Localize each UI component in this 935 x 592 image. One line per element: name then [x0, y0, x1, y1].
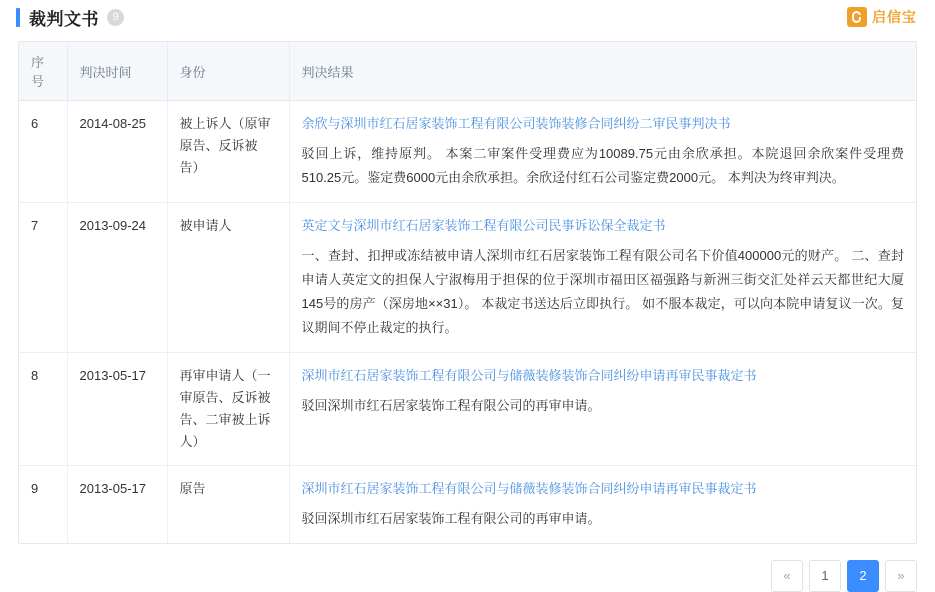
document-summary: 驳回上诉，维持原判。 本案二审案件受理费应为10089.75元由余欣承担。本院退回余欣案件受理费510.25元。鉴定费6000元由余欣承担。余欣迳付红石公司鉴定费2000元。 本判决为终审判决。 [301, 146, 904, 185]
column-header-role: 身份 [167, 42, 289, 101]
table-row [19, 466, 916, 544]
pagination-prev-button[interactable]: « [771, 560, 803, 592]
table-header-row [19, 42, 916, 101]
panel-header [0, 0, 935, 34]
documents-table [19, 42, 916, 543]
cell-seq: 7 [19, 203, 67, 353]
cell-date: 2013-05-17 [67, 466, 167, 544]
cell-date: 2014-08-25 [67, 101, 167, 203]
document-title-link[interactable]: 余欣与深圳市红石居家装饰工程有限公司装饰装修合同纠纷二审民事判决书 [301, 116, 731, 131]
title-accent-bar [16, 8, 20, 27]
pagination-page-2[interactable]: 2 [847, 560, 879, 592]
cell-result [289, 203, 916, 353]
column-header-seq: 序号 [19, 42, 67, 101]
cell-result [289, 101, 916, 203]
cell-result [289, 466, 916, 544]
table-row [19, 203, 916, 353]
cell-result [289, 353, 916, 466]
table-header [19, 42, 916, 101]
cell-seq: 9 [19, 466, 67, 544]
page-title: 裁判文书 [29, 9, 99, 29]
document-title-link[interactable]: 英定文与深圳市红石居家装饰工程有限公司民事诉讼保全裁定书 [301, 218, 666, 233]
document-title-link[interactable]: 深圳市红石居家装饰工程有限公司与储薇装修装饰合同纠纷申请再审民事裁定书 [301, 368, 757, 383]
document-summary: 一、查封、扣押或冻结被申请人深圳市红石居家装饰工程有限公司名下价值400000元的财产。 二、查封申请人英定文的担保人宁淑梅用于担保的位于深圳市福田区福强路与新洲三街交汇处祥云天都世纪大厦145号的房产（深房地××31）。 本裁定书送达后立即执行。 如不服本裁定，可以向本院申请复议一次。复议期间不停止裁定的执行。 [301, 248, 904, 335]
cell-role: 被申请人 [167, 203, 289, 353]
table-row [19, 353, 916, 466]
qixinbao-logo-icon [847, 7, 867, 27]
record-count-badge: 9 [107, 9, 124, 26]
document-summary: 驳回深圳市红石居家装饰工程有限公司的再审申请。 [301, 398, 601, 413]
cell-date: 2013-09-24 [67, 203, 167, 353]
column-header-result: 判决结果 [289, 42, 916, 101]
cell-seq: 8 [19, 353, 67, 466]
table-body [19, 101, 916, 544]
pagination-page-1[interactable]: 1 [809, 560, 841, 592]
brand-logo [847, 7, 917, 27]
table-row [19, 101, 916, 203]
document-summary: 驳回深圳市红石居家装饰工程有限公司的再审申请。 [301, 511, 601, 526]
pagination-next-button[interactable]: » [885, 560, 917, 592]
cell-seq: 6 [19, 101, 67, 203]
documents-table-container [18, 41, 917, 544]
brand-name: 启信宝 [872, 9, 917, 25]
cell-role: 原告 [167, 466, 289, 544]
cell-role: 再审申请人（一审原告、反诉被告、二审被上诉人） [167, 353, 289, 466]
cell-date: 2013-05-17 [67, 353, 167, 466]
column-header-date: 判决时间 [67, 42, 167, 101]
document-title-link[interactable]: 深圳市红石居家装饰工程有限公司与储薇装修装饰合同纠纷申请再审民事裁定书 [301, 481, 757, 496]
cell-role: 被上诉人（原审原告、反诉被告） [167, 101, 289, 203]
